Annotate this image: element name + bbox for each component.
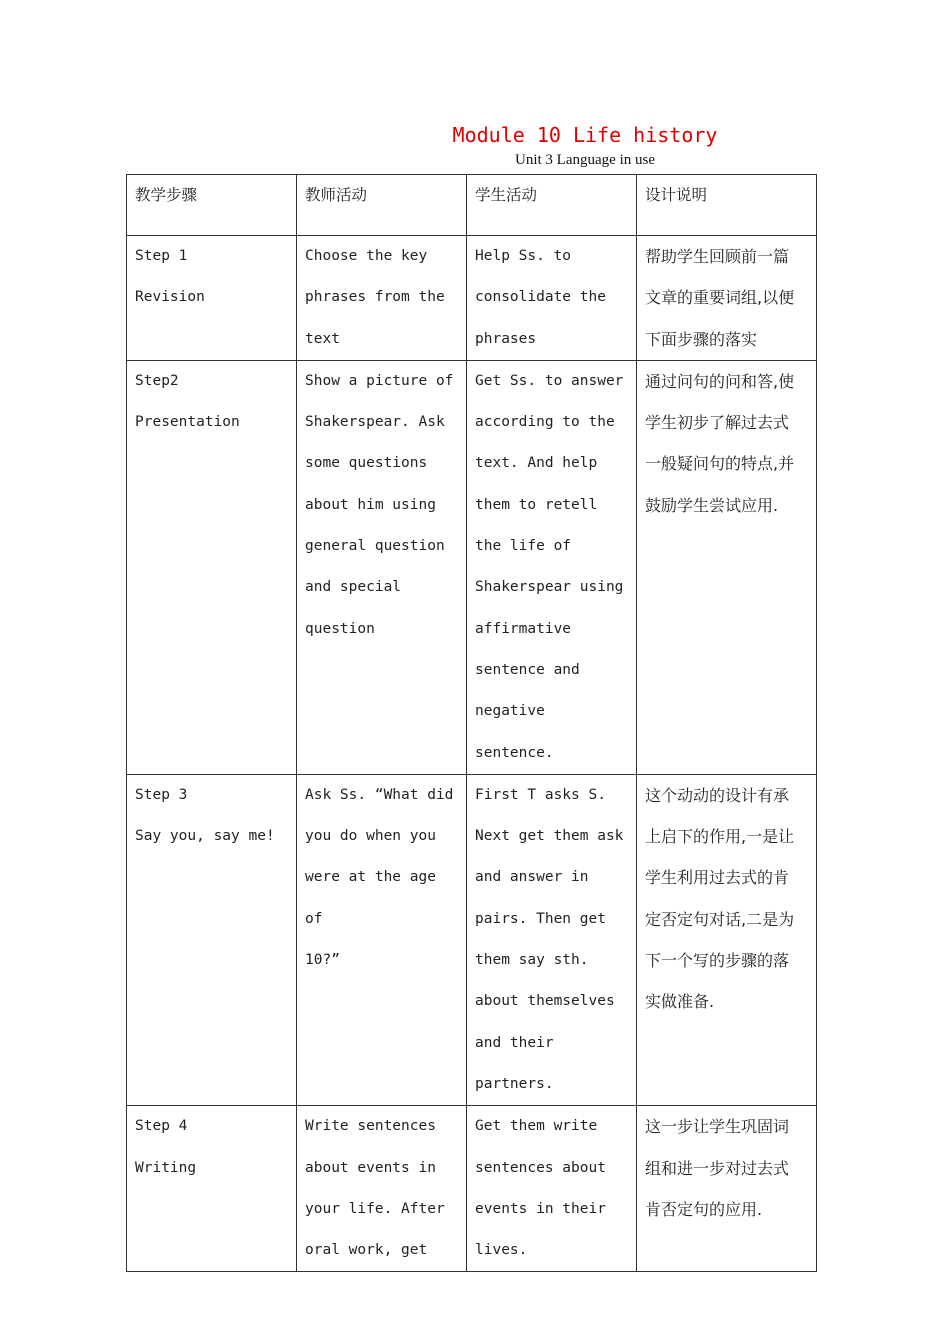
- header-cell-students: 学生活动: [467, 175, 637, 236]
- page-title: Module 10 Life history: [452, 123, 718, 147]
- teacher-activity-cell: Show a picture of Shakerspear. Ask some questions about him using general question and special question: [297, 360, 467, 774]
- student-activity-cell: First T asks S. Next get them ask and answer in pairs. Then get them say sth. about themselves and their partners.: [467, 774, 637, 1105]
- teacher-activity-cell: Ask Ss. “What did you do when you were at the age of 10?”: [297, 774, 467, 1105]
- header-cell-step: 教学步骤: [127, 175, 297, 236]
- header-cell-design: 设计说明: [637, 175, 817, 236]
- design-note-cell: 这个动动的设计有承 上启下的作用,一是让 学生利用过去式的肯 定否定句对话,二是为 下一个写的步骤的落 实做准备.: [637, 774, 817, 1105]
- student-activity-cell: Get them write sentences about events in their lives.: [467, 1106, 637, 1272]
- step-cell: Step 3 Say you, say me!: [127, 774, 297, 1105]
- step-cell: Step 1 Revision: [127, 236, 297, 361]
- table-row: [127, 360, 817, 774]
- table-row: [127, 236, 817, 361]
- table-header-row: [127, 175, 817, 236]
- teacher-activity-cell: Choose the key phrases from the text: [297, 236, 467, 361]
- design-note-cell: 通过问句的问和答,使 学生初步了解过去式 一般疑问句的特点,并 鼓励学生尝试应用.: [637, 360, 817, 774]
- header-cell-teacher: 教师活动: [297, 175, 467, 236]
- design-note-cell: 这一步让学生巩固词 组和进一步对过去式 肯否定句的应用.: [637, 1106, 817, 1272]
- page-subtitle: Unit 3 Language in use: [515, 152, 655, 168]
- student-activity-cell: Help Ss. to consolidate the phrases: [467, 236, 637, 361]
- teacher-activity-cell: Write sentences about events in your life. After oral work, get: [297, 1106, 467, 1272]
- table-row: [127, 1106, 817, 1272]
- design-note-cell: 帮助学生回顾前一篇 文章的重要词组,以便 下面步骤的落实: [637, 236, 817, 361]
- step-cell: Step2 Presentation: [127, 360, 297, 774]
- student-activity-cell: Get Ss. to answer according to the text. And help them to retell the life of Shakerspear using affirmative sentence and negative sentence.: [467, 360, 637, 774]
- lesson-plan-table: [126, 174, 817, 1272]
- step-cell: Step 4 Writing: [127, 1106, 297, 1272]
- table-row: [127, 774, 817, 1105]
